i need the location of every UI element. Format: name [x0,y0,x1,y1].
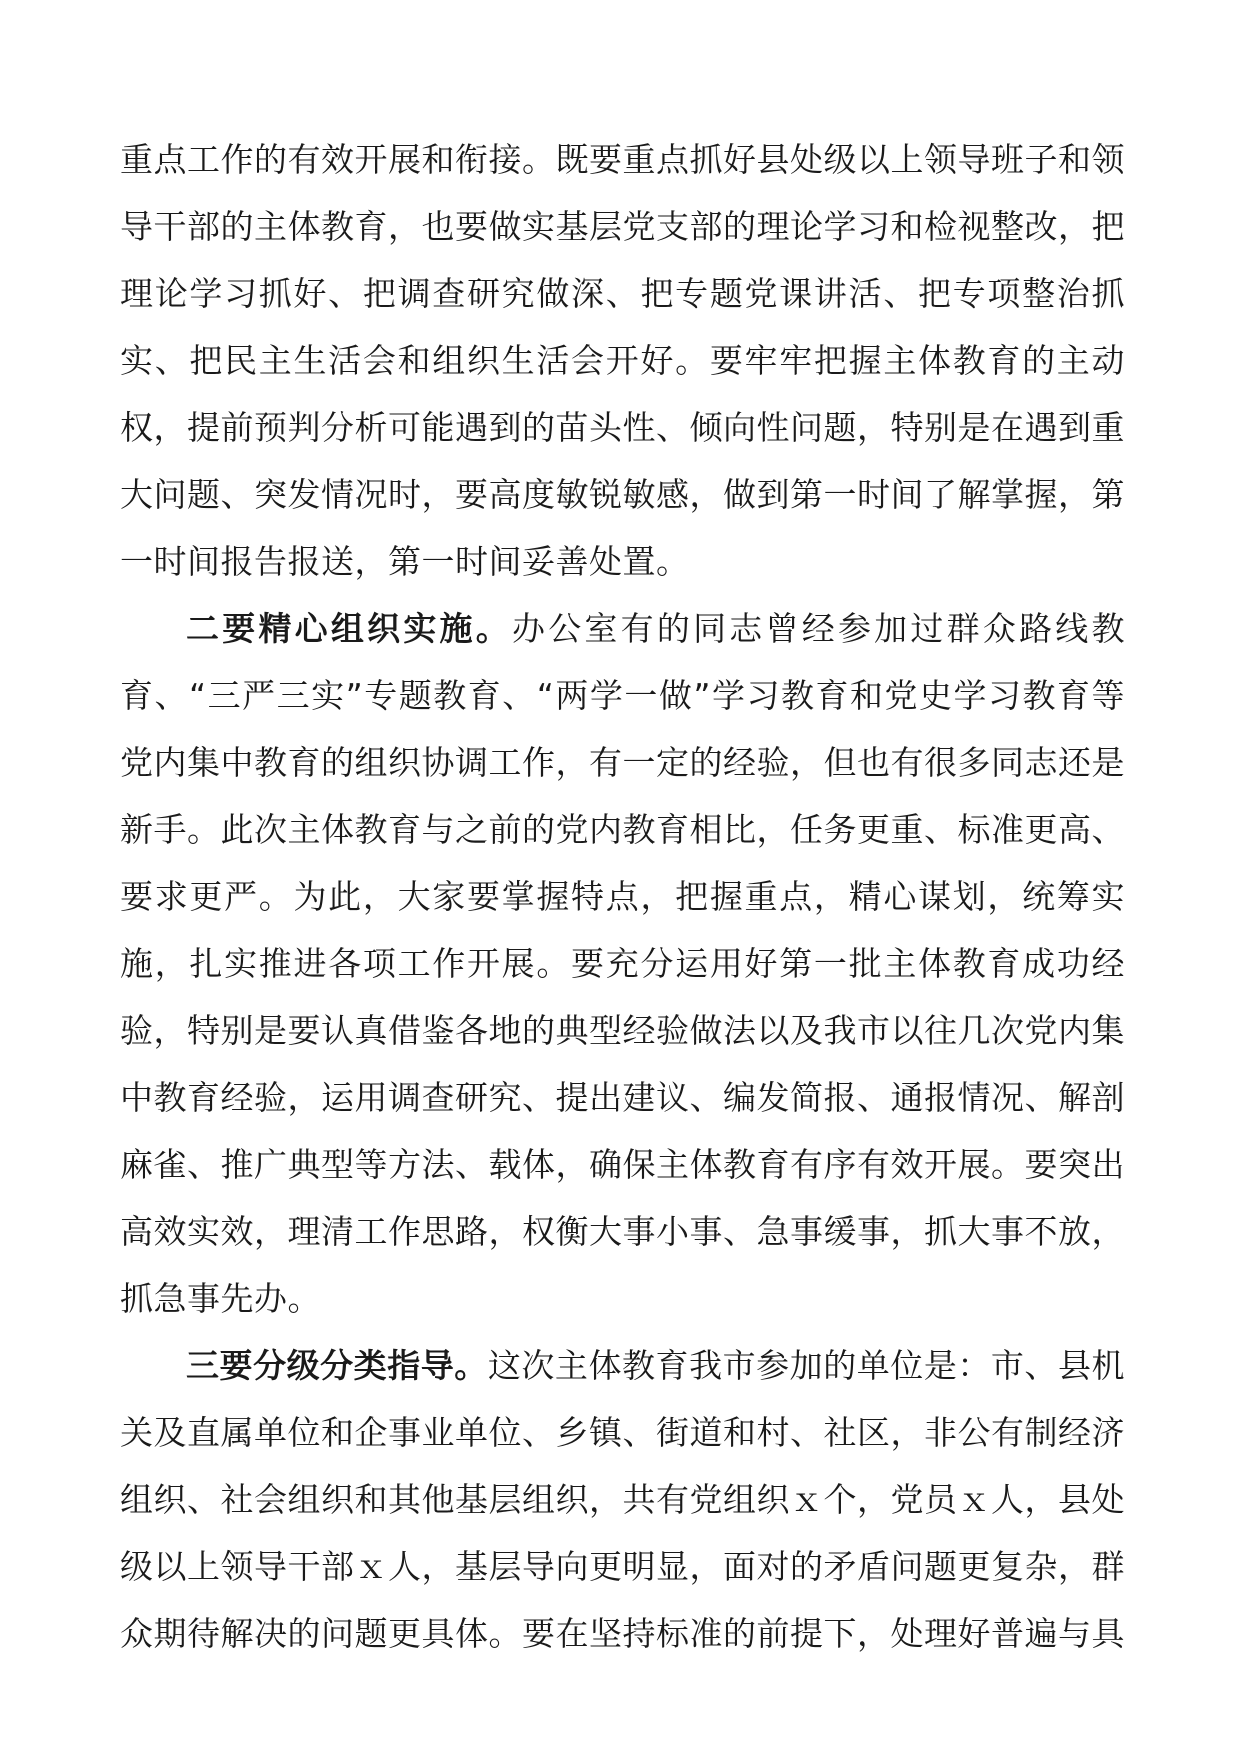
paragraph-2 [120,595,1125,1332]
paragraph-3 [120,1332,1125,1667]
document-body [120,126,1125,1667]
paragraph-1 [120,126,1125,595]
paragraph-1-text: 重点工作的有效开展和衔接。既要重点抓好县处级以上领导班子和领导干部的主体教育，也要做实基层党支部的理论学习和检视整改，把理论学习抓好、把调查研究做深、把专题党课讲活、把专项整治抓实、把民主生活会和组织生活会开好。要牢牢把握主体教育的主动权，提前预判分析可能遇到的苗头性、倾向性问题，特别是在遇到重大问题、突发情况时，要高度敏锐敏感，做到第一时间了解掌握，第一时间报告报送，第一时间妥善处置。 [120,140,1125,581]
paragraph-2-text: 办公室有的同志曾经参加过群众路线教育、“三严三实”专题教育、“两学一做”学习教育和党史学习教育等党内集中教育的组织协调工作，有一定的经验，但也有很多同志还是新手。此次主体教育与之前的党内教育相比，任务更重、标准更高、要求更严。为此，大家要掌握特点，把握重点，精心谋划，统筹实施，扎实推进各项工作开展。要充分运用好第一批主体教育成功经验，特别是要认真借鉴各地的典型经验做法以及我市以往几次党内集中教育经验，运用调查研究、提出建议、编发简报、通报情况、解剖麻雀、推广典型等方法、载体，确保主体教育有序有效开展。要突出高效实效，理清工作思路，权衡大事小事、急事缓事，抓大事不放，抓急事先办。 [120,609,1126,1318]
paragraph-3-text: 这次主体教育我市参加的单位是：市、县机关及直属单位和企事业单位、乡镇、街道和村、社区，非公有制经济组织、社会组织和其他基层组织，共有党组织ｘ个，党员ｘ人，县处级以上领导干部ｘ人，基层导向更明显，面对的矛盾问题更复杂，群众期待解决的问题更具体。要在坚持标准的前提下，处理好普遍与具 [120,1346,1126,1653]
paragraph-3-heading: 三要分级分类指导。 [186,1346,488,1385]
paragraph-2-heading: 二要精心组织实施。 [186,609,512,648]
